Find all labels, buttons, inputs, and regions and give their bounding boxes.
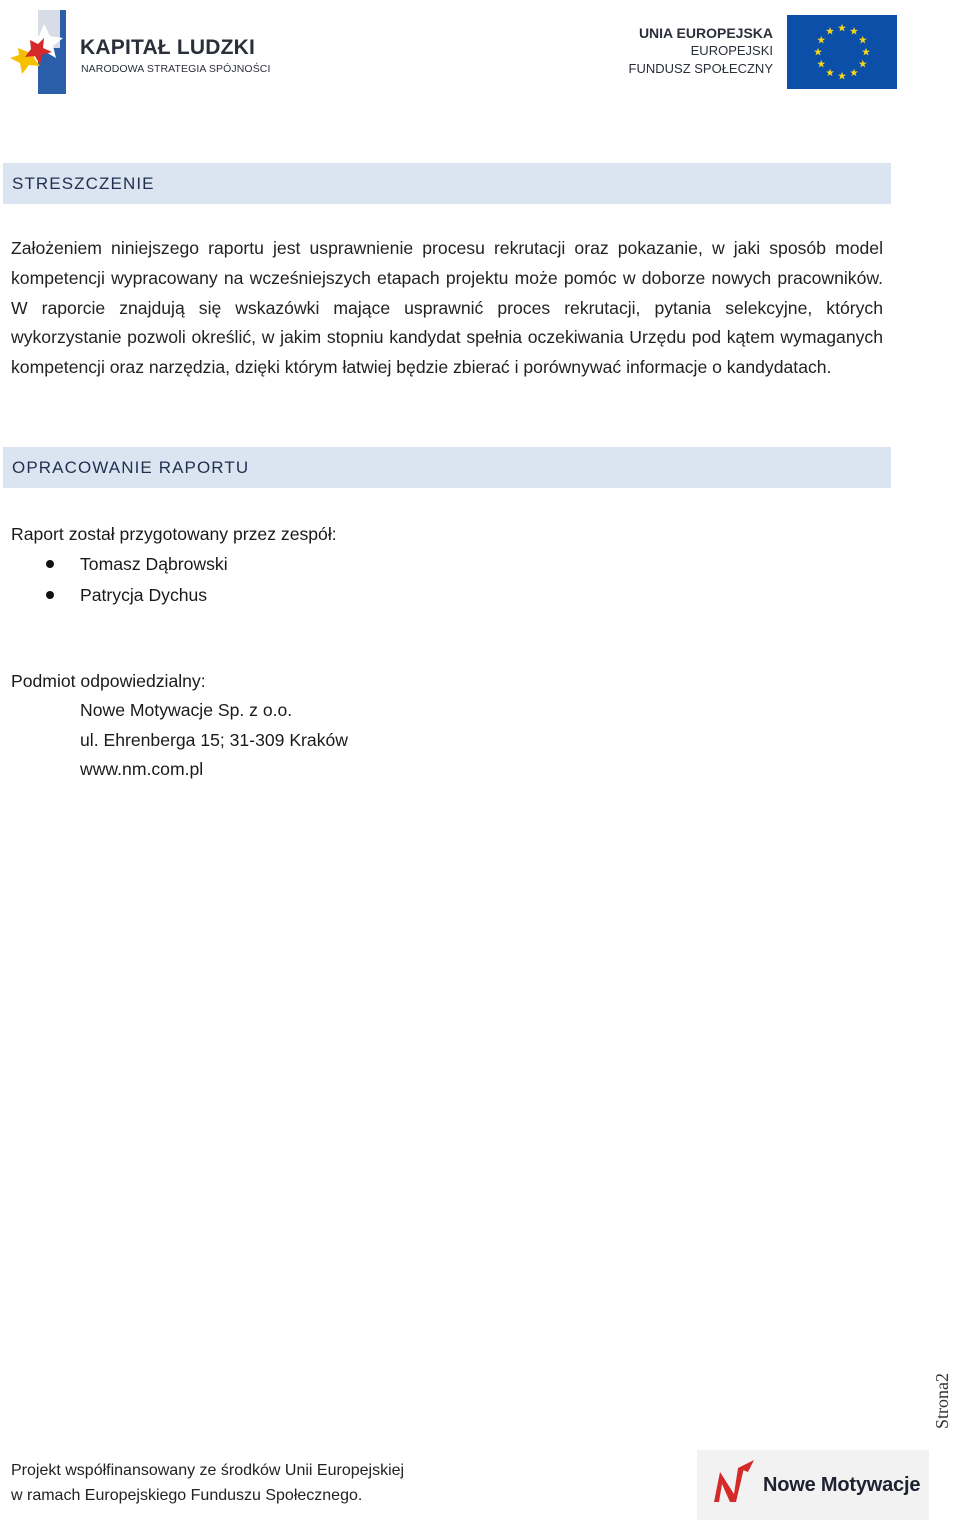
footer-line-1: Projekt współfinansowany ze środków Unii Europejskiej xyxy=(11,1462,405,1479)
section-heading-summary: STRESZCZENIE xyxy=(3,163,891,204)
eu-line-3: FUNDUSZ SPOŁECZNY xyxy=(628,61,773,76)
team-member-name: Patrycja Dychus xyxy=(80,585,208,605)
section-heading-report-prep: OPRACOWANIE RAPORTU xyxy=(3,447,891,488)
responsible-label: Podmiot odpowiedzialny: xyxy=(11,671,206,691)
team-list xyxy=(11,549,228,611)
eu-line-2: EUROPEJSKI xyxy=(690,43,773,58)
responsible-address: ul. Ehrenberga 15; 31-309 Kraków xyxy=(80,729,348,750)
bullet-icon xyxy=(46,591,54,599)
eu-line-1: UNIA EUROPEJSKA xyxy=(638,25,773,41)
responsible-entity xyxy=(80,696,348,785)
kapital-ludzki-emblem-icon xyxy=(8,8,80,98)
responsible-company: Nowe Motywacje Sp. z o.o. xyxy=(80,700,293,720)
kapital-ludzki-subtitle: NARODOWA STRATEGIA SPÓJNOŚCI xyxy=(81,63,271,75)
team-intro: Raport został przygotowany przez zespół: xyxy=(11,524,337,544)
page-number: Strona2 xyxy=(932,1373,952,1429)
list-item xyxy=(11,580,228,611)
responsible-website[interactable]: www.nm.com.pl xyxy=(80,759,204,780)
team-member-name: Tomasz Dąbrowski xyxy=(80,554,228,574)
footer-line-2: w ramach Europejskiego Funduszu Społecznego. xyxy=(11,1486,363,1504)
bullet-icon xyxy=(46,560,54,568)
eu-flag-icon xyxy=(787,15,897,89)
summary-paragraph: Założeniem niniejszego raportu jest usprawnienie procesu rekrutacji oraz pokazanie, w jaki sposób model kompetencji wypracowany na wcześniejszych etapach projektu może pomóc w doborze nowych pracowników. W raporcie znajdują się wskazówki mające usprawnić proces rekrutacji, pytania selekcyjne, których wykorzystanie pozwoli określić, w jakim stopniu kandydat spełnia oczekiwania Urzędu pod kątem wymaganych kompetencji oraz narzędzia, dzięki którym łatwiej będzie zbierać i porównywać informacje o kandydatach. xyxy=(11,238,883,378)
list-item xyxy=(11,549,228,580)
nowe-motywacje-logo-text: Nowe Motywacje xyxy=(763,1474,921,1496)
nowe-motywacje-mark-icon xyxy=(708,1458,764,1506)
eu-logo-text xyxy=(629,24,773,78)
footer-text xyxy=(11,1459,404,1508)
kapital-ludzki-title: KAPITAŁ LUDZKI xyxy=(80,36,256,59)
